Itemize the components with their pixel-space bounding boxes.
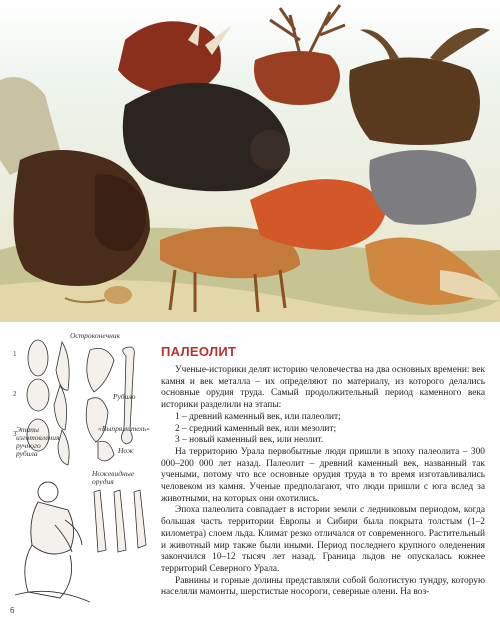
label-knife: Нож: [118, 446, 134, 455]
stage-number-3: 3: [13, 430, 17, 438]
list-item: 2 – средний каменный век, или мезолит;: [175, 423, 337, 434]
page-number: 6: [10, 606, 15, 615]
paragraph: Эпоха палеолита совпадает в истории земли с ледниковым периодом, когда большая часть территории Европы и Сибири была покрыта толстым (1–2 километра) слоем льда. Климат резко отличался от современного. Растительный и животный мир также были иными. Период последнего крупного оледенения закончился 10–12 тысяч лет назад. Граница льдов не опускалась южнее территорий Северного Урала.: [161, 505, 485, 574]
label-stages: Этапы изготовления ручного рубила: [16, 425, 60, 458]
body-text: [161, 365, 485, 599]
wolf: [369, 150, 476, 225]
stage-number-1: 1: [13, 350, 17, 358]
stone-tools-illustration: [10, 330, 160, 620]
list-item: 1 – древний каменный век, или палеолит;: [175, 411, 341, 422]
label-straightener: «Выпрямитель»: [98, 424, 150, 433]
section-title: ПАЛЕОЛИТ: [161, 344, 237, 359]
paragraph: Ученые-историки делят историю человечества на два основных времени: век камня и век металла – их определяют по материалу, из которого делались основные орудия труда. Самый продолжительный период каменного века историки разделили на этапы:: [161, 365, 485, 411]
label-chopper: Рубило: [113, 392, 136, 401]
label-points: Остроконечник: [70, 331, 121, 340]
paragraph: На территорию Урала первобытные люди пришли в эпоху палеолита – 300 000–200 000 лет назад. Палеолит – древний каменный век, названный так учеными, потому что все основные орудия труда в то время изготавливались человеком из камня. Ученые предполагают, что люди пришли с юга вслед за животными, на которых они охотились.: [161, 446, 485, 504]
list-item: 3 – новый каменный век, или неолит.: [175, 435, 324, 446]
paragraph: Равнины и горные долины представляли собой болотистую тундру, которую населяли мамонты, шерстистые носороги, северные олени. На воз-: [161, 575, 485, 598]
label-blade-tools: Ножевидные орудия: [92, 469, 135, 486]
stone-knapper-figure: [15, 482, 90, 602]
stage-number-2: 2: [13, 390, 17, 398]
stone-tools-drawing: [10, 330, 160, 620]
